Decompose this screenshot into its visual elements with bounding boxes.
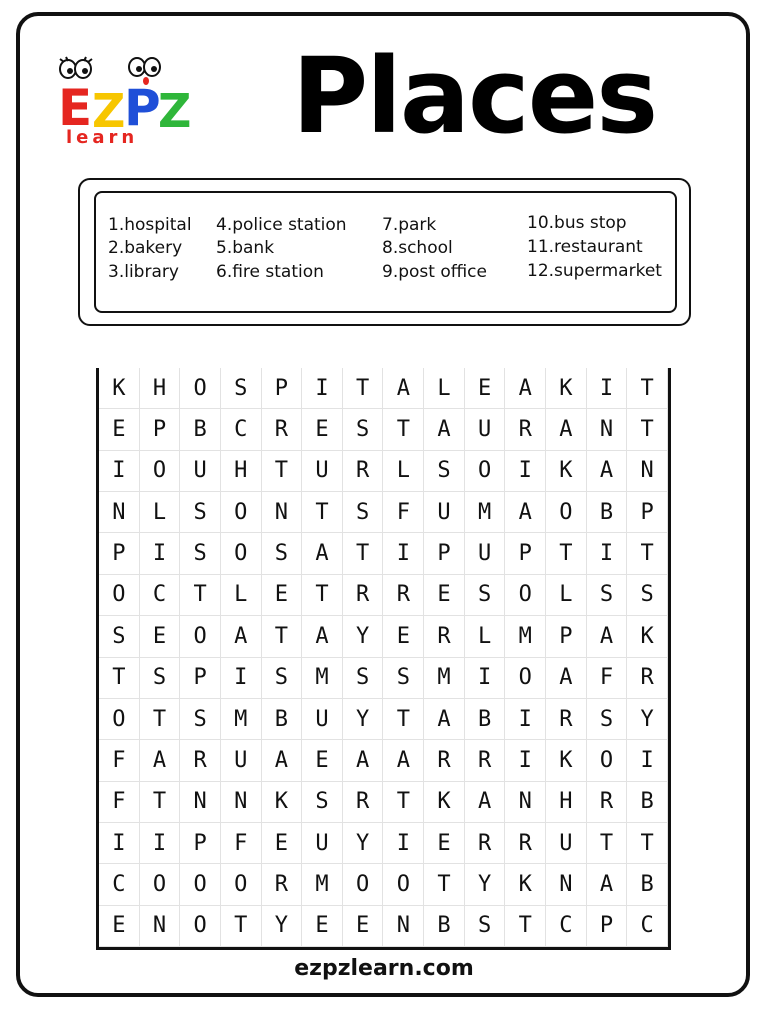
logo-letter-z: Z xyxy=(92,84,126,138)
footer-website: ezpzlearn.com xyxy=(294,956,474,981)
word-item: 6.fire station xyxy=(216,262,324,282)
grid-cell[interactable]: T xyxy=(546,533,587,574)
grid-cell[interactable]: I xyxy=(465,658,506,699)
word-item: 10.bus stop xyxy=(527,213,627,233)
grid-cell[interactable]: F xyxy=(587,658,628,699)
grid-cell[interactable]: A xyxy=(302,616,343,657)
grid-cell[interactable]: O xyxy=(180,906,221,947)
grid-cell[interactable]: I xyxy=(587,368,628,409)
grid-cell[interactable]: N xyxy=(99,492,140,533)
grid-cell[interactable]: P xyxy=(99,533,140,574)
grid-cell[interactable]: C xyxy=(99,864,140,905)
grid-cell[interactable]: L xyxy=(465,616,506,657)
grid-cell[interactable]: O xyxy=(140,864,181,905)
grid-cell[interactable]: E xyxy=(262,823,303,864)
grid-cell[interactable]: U xyxy=(302,699,343,740)
grid-cell[interactable]: P xyxy=(262,368,303,409)
grid-cell[interactable]: K xyxy=(546,368,587,409)
grid-cell[interactable]: H xyxy=(221,451,262,492)
grid-cell[interactable]: A xyxy=(262,740,303,781)
grid-cell[interactable]: S xyxy=(180,699,221,740)
grid-cell[interactable]: U xyxy=(465,409,506,450)
grid-cell[interactable]: F xyxy=(221,823,262,864)
grid-cell[interactable]: A xyxy=(383,368,424,409)
grid-cell[interactable]: C xyxy=(140,575,181,616)
grid-cell[interactable]: F xyxy=(383,492,424,533)
grid-cell[interactable]: N xyxy=(587,409,628,450)
grid-cell[interactable]: R xyxy=(505,823,546,864)
logo-letter-e: E xyxy=(58,79,93,137)
grid-cell[interactable]: O xyxy=(221,492,262,533)
grid-cell[interactable]: R xyxy=(343,451,384,492)
grid-cell[interactable]: S xyxy=(180,492,221,533)
grid-cell[interactable]: C xyxy=(546,906,587,947)
grid-cell[interactable]: O xyxy=(180,864,221,905)
grid-cell[interactable]: U xyxy=(180,451,221,492)
word-item: 2.bakery xyxy=(108,238,183,258)
grid-cell[interactable]: R xyxy=(465,823,506,864)
grid-cell[interactable]: I xyxy=(140,533,181,574)
word-item: 4.police station xyxy=(216,215,347,235)
grid-cell[interactable]: T xyxy=(140,699,181,740)
grid-cell[interactable]: A xyxy=(465,782,506,823)
grid-cell[interactable]: B xyxy=(180,409,221,450)
grid-cell[interactable]: K xyxy=(99,368,140,409)
grid-cell[interactable]: O xyxy=(99,699,140,740)
grid-cell[interactable]: O xyxy=(221,864,262,905)
grid-cell[interactable]: L xyxy=(140,492,181,533)
grid-cell[interactable]: I xyxy=(302,368,343,409)
grid-cell[interactable]: O xyxy=(587,740,628,781)
grid-cell[interactable]: M xyxy=(302,658,343,699)
grid-cell[interactable]: N xyxy=(627,451,668,492)
grid-cell[interactable]: S xyxy=(221,368,262,409)
grid-cell[interactable]: R xyxy=(546,699,587,740)
grid-cell[interactable]: M xyxy=(465,492,506,533)
grid-cell[interactable]: P xyxy=(546,616,587,657)
logo-letter-p: P xyxy=(124,79,161,137)
grid-cell[interactable]: R xyxy=(587,782,628,823)
grid-cell[interactable]: O xyxy=(180,368,221,409)
grid-cell[interactable]: A xyxy=(546,658,587,699)
grid-cell[interactable]: P xyxy=(180,658,221,699)
grid-cell[interactable]: O xyxy=(505,575,546,616)
grid-cell[interactable]: S xyxy=(262,533,303,574)
grid-cell[interactable]: I xyxy=(587,533,628,574)
word-item: 3.library xyxy=(108,262,179,282)
grid-cell[interactable]: H xyxy=(140,368,181,409)
grid-cell[interactable]: K xyxy=(627,616,668,657)
grid-cell[interactable]: R xyxy=(262,409,303,450)
word-item: 5.bank xyxy=(216,238,275,258)
grid-cell[interactable]: A xyxy=(424,409,465,450)
grid-cell[interactable]: F xyxy=(99,740,140,781)
grid-cell[interactable]: A xyxy=(424,699,465,740)
grid-cell[interactable]: M xyxy=(221,699,262,740)
grid-cell[interactable]: B xyxy=(587,492,628,533)
grid-cell[interactable]: I xyxy=(505,740,546,781)
grid-cell[interactable]: P xyxy=(424,533,465,574)
grid-cell[interactable]: U xyxy=(546,823,587,864)
grid-cell[interactable]: R xyxy=(180,740,221,781)
grid-cell[interactable]: U xyxy=(465,533,506,574)
grid-cell[interactable]: I xyxy=(383,823,424,864)
grid-cell[interactable]: E xyxy=(465,368,506,409)
grid-cell[interactable]: P xyxy=(140,409,181,450)
grid-cell[interactable]: L xyxy=(546,575,587,616)
grid-cell[interactable]: I xyxy=(383,533,424,574)
grid-cell[interactable]: A xyxy=(546,409,587,450)
grid-cell[interactable]: L xyxy=(424,368,465,409)
grid-cell[interactable]: S xyxy=(343,492,384,533)
grid-cell[interactable]: S xyxy=(627,575,668,616)
grid-cell[interactable]: R xyxy=(262,864,303,905)
word-item: 9.post office xyxy=(382,262,487,282)
grid-cell[interactable]: P xyxy=(587,906,628,947)
grid-cell[interactable]: B xyxy=(465,699,506,740)
grid-cell[interactable]: T xyxy=(505,906,546,947)
grid-cell[interactable]: Y xyxy=(343,699,384,740)
grid-cell[interactable]: O xyxy=(99,575,140,616)
grid-cell[interactable]: I xyxy=(627,740,668,781)
word-search-grid xyxy=(96,368,671,950)
grid-cell[interactable]: O xyxy=(505,658,546,699)
grid-cell[interactable]: F xyxy=(99,782,140,823)
grid-cell[interactable]: R xyxy=(343,575,384,616)
grid-cell[interactable]: E xyxy=(302,740,343,781)
grid-cell[interactable]: T xyxy=(262,616,303,657)
grid-cell[interactable]: P xyxy=(505,533,546,574)
grid-cell[interactable]: T xyxy=(262,451,303,492)
grid-cell[interactable]: S xyxy=(424,451,465,492)
word-item: 8.school xyxy=(382,238,453,258)
word-item: 7.park xyxy=(382,215,437,235)
grid-cell[interactable]: T xyxy=(627,823,668,864)
grid-cell[interactable]: T xyxy=(627,368,668,409)
grid-cell[interactable]: A xyxy=(343,740,384,781)
grid-cell[interactable]: T xyxy=(302,575,343,616)
grid-cell[interactable]: T xyxy=(302,492,343,533)
grid-cell[interactable]: I xyxy=(221,658,262,699)
grid-cell[interactable]: I xyxy=(99,451,140,492)
grid-cell[interactable]: O xyxy=(221,533,262,574)
grid-cell[interactable]: O xyxy=(546,492,587,533)
grid-cell[interactable]: A xyxy=(505,368,546,409)
grid-cell[interactable]: R xyxy=(424,740,465,781)
grid-cell[interactable]: E xyxy=(262,575,303,616)
grid-cell[interactable]: T xyxy=(180,575,221,616)
grid-cell[interactable]: K xyxy=(424,782,465,823)
grid-cell[interactable]: E xyxy=(140,616,181,657)
grid-cell[interactable]: O xyxy=(343,864,384,905)
grid-cell[interactable]: B xyxy=(627,782,668,823)
grid-cell[interactable]: Y xyxy=(465,864,506,905)
grid-cell[interactable]: N xyxy=(505,782,546,823)
grid-cell[interactable]: K xyxy=(546,451,587,492)
grid-cell[interactable]: O xyxy=(465,451,506,492)
grid-cell[interactable]: M xyxy=(424,658,465,699)
logo-eyes-left xyxy=(60,57,92,78)
grid-cell[interactable]: A xyxy=(587,864,628,905)
grid-cell[interactable]: S xyxy=(302,782,343,823)
grid-cell[interactable]: E xyxy=(99,906,140,947)
grid-cell[interactable]: S xyxy=(587,575,628,616)
grid-cell[interactable]: N xyxy=(221,782,262,823)
grid-cell[interactable]: A xyxy=(383,740,424,781)
grid-cell[interactable]: B xyxy=(262,699,303,740)
grid-cell[interactable]: R xyxy=(627,658,668,699)
grid-cell[interactable]: B xyxy=(424,906,465,947)
grid-cell[interactable]: B xyxy=(627,864,668,905)
grid-cell[interactable]: T xyxy=(221,906,262,947)
logo-letter-z2: Z xyxy=(158,84,192,138)
grid-cell[interactable]: E xyxy=(424,575,465,616)
grid-cell[interactable]: U xyxy=(424,492,465,533)
grid-cell[interactable]: O xyxy=(383,864,424,905)
page-title: Places xyxy=(292,35,657,157)
grid-cell[interactable]: U xyxy=(302,451,343,492)
grid-cell[interactable]: P xyxy=(627,492,668,533)
grid-cell[interactable]: I xyxy=(99,823,140,864)
grid-cell[interactable]: T xyxy=(424,864,465,905)
grid-cell[interactable]: I xyxy=(140,823,181,864)
grid-cell[interactable]: Y xyxy=(627,699,668,740)
grid-cell[interactable]: R xyxy=(465,740,506,781)
word-item: 12.supermarket xyxy=(527,261,662,281)
grid-cell[interactable]: S xyxy=(465,575,506,616)
grid-cell[interactable]: I xyxy=(505,451,546,492)
word-item: 1.hospital xyxy=(108,215,192,235)
grid-cell[interactable]: R xyxy=(383,575,424,616)
grid-cell[interactable]: C xyxy=(627,906,668,947)
grid-cell[interactable]: S xyxy=(465,906,506,947)
grid-cell[interactable]: T xyxy=(140,782,181,823)
grid-cell[interactable]: R xyxy=(505,409,546,450)
grid-cell[interactable]: M xyxy=(505,616,546,657)
grid-cell[interactable]: S xyxy=(383,658,424,699)
grid-cell[interactable]: M xyxy=(302,864,343,905)
grid-cell[interactable]: L xyxy=(383,451,424,492)
grid-cell[interactable]: N xyxy=(140,906,181,947)
grid-cell[interactable]: A xyxy=(221,616,262,657)
grid-cell[interactable]: N xyxy=(383,906,424,947)
grid-cell[interactable]: E xyxy=(99,409,140,450)
grid-cell[interactable]: E xyxy=(424,823,465,864)
grid-cell[interactable]: R xyxy=(343,782,384,823)
grid-cell[interactable]: S xyxy=(99,616,140,657)
grid-cell[interactable]: Y xyxy=(343,616,384,657)
grid-cell[interactable]: S xyxy=(180,533,221,574)
grid-cell[interactable]: A xyxy=(587,451,628,492)
ezpz-learn-logo xyxy=(56,55,196,147)
grid-cell[interactable]: S xyxy=(343,658,384,699)
grid-cell[interactable]: A xyxy=(505,492,546,533)
grid-cell[interactable]: O xyxy=(140,451,181,492)
word-item: 11.restaurant xyxy=(527,237,643,257)
grid-cell[interactable]: U xyxy=(221,740,262,781)
grid-cell[interactable]: N xyxy=(546,864,587,905)
grid-cell[interactable]: I xyxy=(505,699,546,740)
grid-cell[interactable]: E xyxy=(383,616,424,657)
grid-cell[interactable]: S xyxy=(343,409,384,450)
grid-cell[interactable]: N xyxy=(180,782,221,823)
grid-cell[interactable]: T xyxy=(627,409,668,450)
grid-cell[interactable]: A xyxy=(587,616,628,657)
grid-cell[interactable]: T xyxy=(587,823,628,864)
logo-learn-text: learn xyxy=(66,127,139,147)
grid-cell[interactable]: K xyxy=(505,864,546,905)
grid-cell[interactable]: S xyxy=(587,699,628,740)
grid-cell[interactable]: K xyxy=(546,740,587,781)
grid-cell[interactable]: T xyxy=(343,533,384,574)
grid-cell[interactable]: S xyxy=(140,658,181,699)
grid-cell[interactable]: N xyxy=(262,492,303,533)
grid-cell[interactable]: Y xyxy=(343,823,384,864)
grid-cell[interactable]: L xyxy=(221,575,262,616)
grid-cell[interactable]: E xyxy=(302,409,343,450)
grid-cell[interactable]: T xyxy=(383,699,424,740)
grid-cell[interactable]: E xyxy=(302,906,343,947)
grid-cell[interactable]: T xyxy=(383,782,424,823)
grid-cell[interactable]: K xyxy=(262,782,303,823)
grid-cell[interactable]: H xyxy=(546,782,587,823)
grid-cell[interactable]: T xyxy=(343,368,384,409)
grid-cell[interactable]: Y xyxy=(262,906,303,947)
grid-cell[interactable]: A xyxy=(140,740,181,781)
grid-cell[interactable]: T xyxy=(99,658,140,699)
grid-cell[interactable]: A xyxy=(302,533,343,574)
grid-cell[interactable]: R xyxy=(424,616,465,657)
grid-cell[interactable]: U xyxy=(302,823,343,864)
grid-cell[interactable]: E xyxy=(343,906,384,947)
grid-cell[interactable]: S xyxy=(262,658,303,699)
grid-cell[interactable]: T xyxy=(383,409,424,450)
grid-cell[interactable]: O xyxy=(180,616,221,657)
grid-cell[interactable]: T xyxy=(627,533,668,574)
grid-cell[interactable]: C xyxy=(221,409,262,450)
grid-cell[interactable]: P xyxy=(180,823,221,864)
